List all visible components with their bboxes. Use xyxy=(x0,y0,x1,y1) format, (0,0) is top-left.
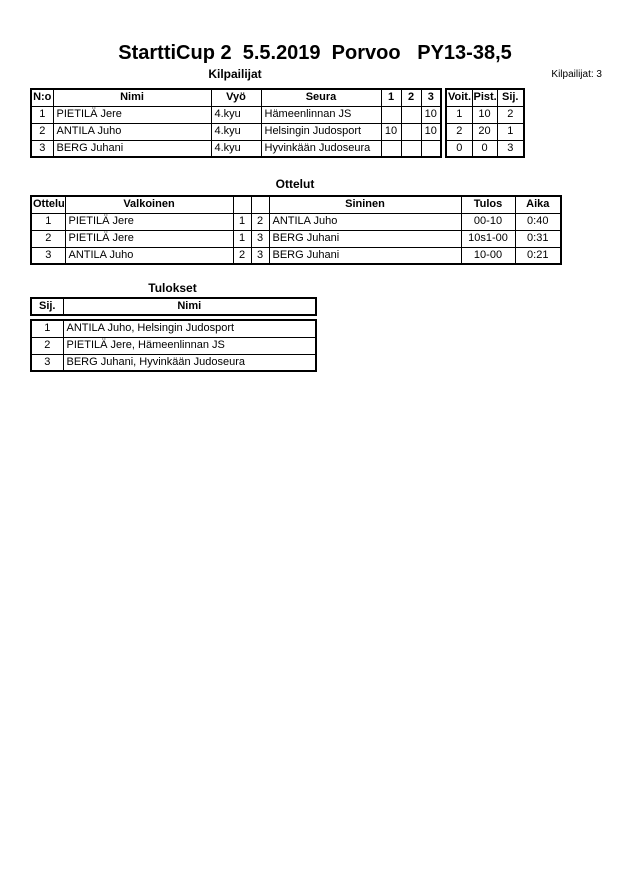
cell-vyo: 4.kyu xyxy=(211,140,261,157)
cell-voit: 1 xyxy=(446,106,472,123)
cell-match1 xyxy=(381,106,401,123)
col-header-valkoinen: Valkoinen xyxy=(65,196,233,213)
cell-no: 2 xyxy=(31,123,53,140)
tulokset-header-table xyxy=(30,297,317,316)
cell-nimi: PIETILÄ Jere, Hämeenlinnan JS xyxy=(63,337,316,354)
cell-tulos: 10s1-00 xyxy=(461,230,515,247)
cell-match3 xyxy=(421,140,441,157)
tulokset-table xyxy=(30,319,317,372)
cell-blue-number: 2 xyxy=(251,213,269,230)
cell-nimi: ANTILA Juho xyxy=(53,123,211,140)
cell-valkoinen: PIETILÄ Jere xyxy=(65,213,233,230)
page-title: StarttiCup 2 5.5.2019 Porvoo PY13-38,5 xyxy=(118,42,512,64)
col-header-sininen: Sininen xyxy=(269,196,461,213)
competitors-count-label: Kilpailijat: 3 xyxy=(551,69,602,80)
cell-match3: 10 xyxy=(421,106,441,123)
stats-row xyxy=(446,140,524,157)
cell-match3: 10 xyxy=(421,123,441,140)
col-header-voit: Voit. xyxy=(446,89,472,106)
cell-sij: 1 xyxy=(497,123,524,140)
col-header-match3: 3 xyxy=(421,89,441,106)
col-header-match2: 2 xyxy=(401,89,421,106)
stats-row xyxy=(446,106,524,123)
cell-match2 xyxy=(401,106,421,123)
cell-nimi: ANTILA Juho, Helsingin Judosport xyxy=(63,320,316,337)
cell-white-number: 2 xyxy=(233,247,251,264)
tulokset-section xyxy=(30,297,317,372)
tulokset-header-row xyxy=(31,298,316,315)
cell-vyo: 4.kyu xyxy=(211,123,261,140)
cell-sininen: ANTILA Juho xyxy=(269,213,461,230)
cell-sij: 2 xyxy=(497,106,524,123)
kilpailijat-row xyxy=(31,140,441,157)
section-title-tulokset: Tulokset xyxy=(148,281,197,295)
cell-tulos: 00-10 xyxy=(461,213,515,230)
stats-header-row xyxy=(446,89,524,106)
kilpailijat-table xyxy=(30,88,442,158)
cell-aika: 0:31 xyxy=(515,230,561,247)
stats-row xyxy=(446,123,524,140)
cell-white-number: 1 xyxy=(233,213,251,230)
cell-pist: 20 xyxy=(472,123,497,140)
cell-seura: Hämeenlinnan JS xyxy=(261,106,381,123)
cell-nimi: BERG Juhani xyxy=(53,140,211,157)
tulokset-row xyxy=(31,354,316,371)
col-header-tulos: Tulos xyxy=(461,196,515,213)
cell-seura: Helsingin Judosport xyxy=(261,123,381,140)
cell-match1: 10 xyxy=(381,123,401,140)
cell-sininen: BERG Juhani xyxy=(269,247,461,264)
cell-sij: 2 xyxy=(31,337,63,354)
col-header-sij: Sij. xyxy=(497,89,524,106)
col-header-blue-number xyxy=(251,196,269,213)
col-header-nimi: Nimi xyxy=(53,89,211,106)
cell-blue-number: 3 xyxy=(251,247,269,264)
cell-valkoinen: PIETILÄ Jere xyxy=(65,230,233,247)
ottelut-row xyxy=(31,213,561,230)
cell-aika: 0:21 xyxy=(515,247,561,264)
kilpailijat-header-row xyxy=(31,89,441,106)
cell-tulos: 10-00 xyxy=(461,247,515,264)
cell-ottelu: 1 xyxy=(31,213,65,230)
cell-voit: 0 xyxy=(446,140,472,157)
ottelut-header-row xyxy=(31,196,561,213)
col-header-aika: Aika xyxy=(515,196,561,213)
cell-match2 xyxy=(401,123,421,140)
cell-white-number: 1 xyxy=(233,230,251,247)
col-header-white-number xyxy=(233,196,251,213)
cell-aika: 0:40 xyxy=(515,213,561,230)
section-title-ottelut: Ottelut xyxy=(275,177,315,191)
kilpailijat-section xyxy=(30,88,525,158)
ottelut-table xyxy=(30,195,562,265)
cell-pist: 10 xyxy=(472,106,497,123)
kilpailijat-row xyxy=(31,106,441,123)
kilpailijat-stats-table xyxy=(445,88,525,158)
col-header-ottelu: Ottelu xyxy=(31,196,65,213)
col-header-seura: Seura xyxy=(261,89,381,106)
cell-no: 1 xyxy=(31,106,53,123)
cell-sij: 3 xyxy=(497,140,524,157)
cell-vyo: 4.kyu xyxy=(211,106,261,123)
ottelut-row xyxy=(31,230,561,247)
cell-sininen: BERG Juhani xyxy=(269,230,461,247)
cell-match1 xyxy=(381,140,401,157)
tulokset-row xyxy=(31,320,316,337)
cell-pist: 0 xyxy=(472,140,497,157)
cell-sij: 1 xyxy=(31,320,63,337)
cell-ottelu: 3 xyxy=(31,247,65,264)
col-header-match1: 1 xyxy=(381,89,401,106)
col-header-nimi: Nimi xyxy=(63,298,316,315)
col-header-sij: Sij. xyxy=(31,298,63,315)
cell-ottelu: 2 xyxy=(31,230,65,247)
col-header-vyo: Vyö xyxy=(211,89,261,106)
cell-voit: 2 xyxy=(446,123,472,140)
cell-nimi: BERG Juhani, Hyvinkään Judoseura xyxy=(63,354,316,371)
cell-nimi: PIETILÄ Jere xyxy=(53,106,211,123)
col-header-no: N:o xyxy=(31,89,53,106)
cell-no: 3 xyxy=(31,140,53,157)
cell-valkoinen: ANTILA Juho xyxy=(65,247,233,264)
cell-seura: Hyvinkään Judoseura xyxy=(261,140,381,157)
section-title-kilpailijat: Kilpailijat xyxy=(208,67,262,81)
ottelut-row xyxy=(31,247,561,264)
tulokset-row xyxy=(31,337,316,354)
kilpailijat-row xyxy=(31,123,441,140)
cell-match2 xyxy=(401,140,421,157)
cell-blue-number: 3 xyxy=(251,230,269,247)
col-header-pist: Pist. xyxy=(472,89,497,106)
cell-sij: 3 xyxy=(31,354,63,371)
